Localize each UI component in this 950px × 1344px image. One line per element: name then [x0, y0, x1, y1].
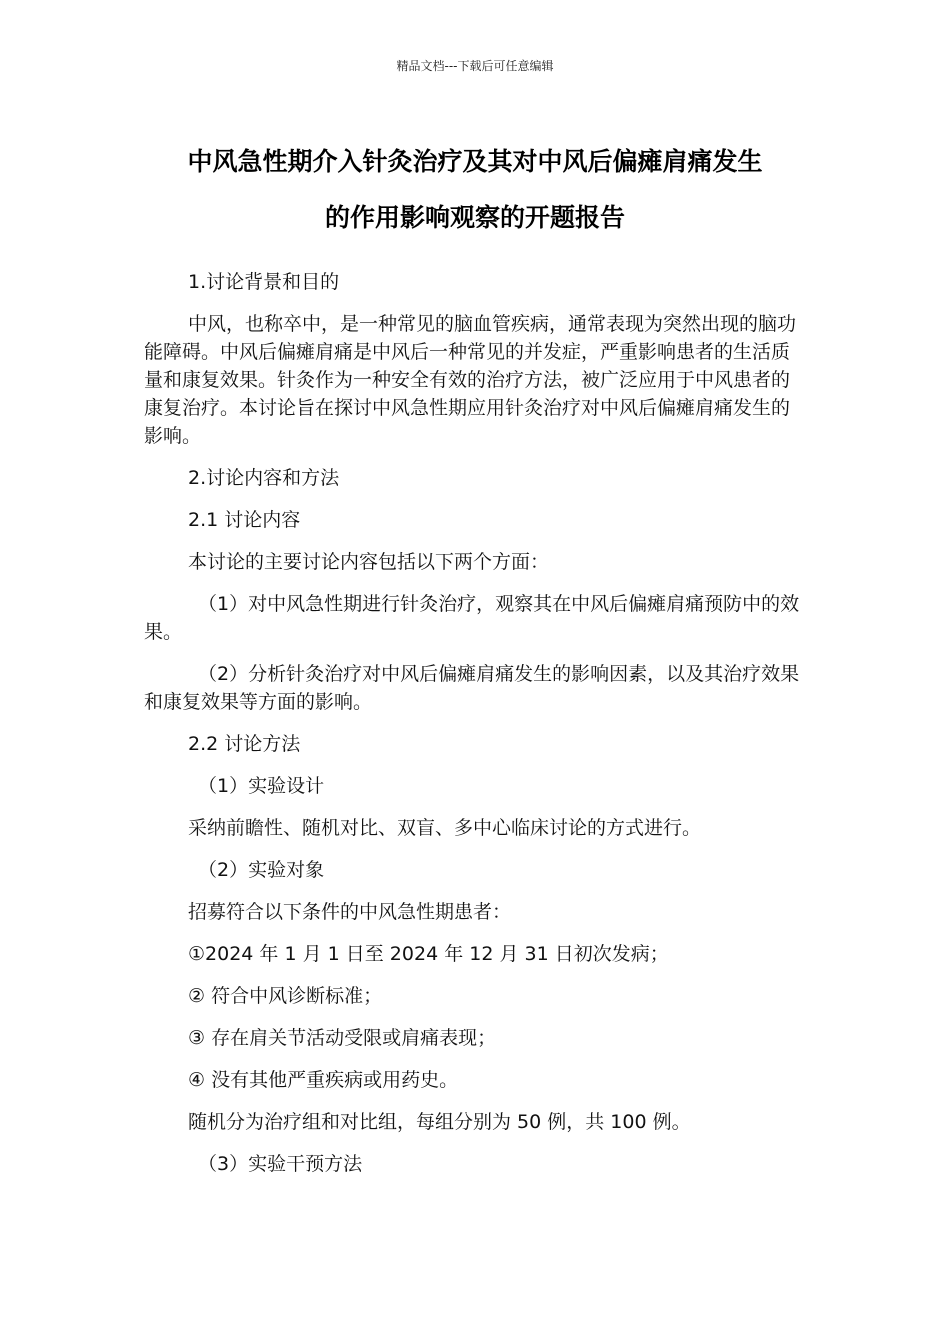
- criteria-3: ③ 存在肩关节活动受限或肩痛表现；: [188, 1027, 497, 1049]
- section-2-2-item-1: （1）实验设计: [198, 775, 325, 797]
- title-line-1: 中风急性期介入针灸治疗及其对中风后偏瘫肩痛发生: [187, 147, 763, 176]
- section-2-2-item-2-text: 招募符合以下条件的中风急性期患者：: [188, 901, 512, 923]
- header-note: 精品文档---下载后可任意编辑: [396, 59, 554, 73]
- document-body: [144, 268, 808, 1192]
- section-1-heading: 1.讨论背景和目的: [188, 271, 340, 293]
- section-2-1-heading: 2.1 讨论内容: [188, 509, 301, 531]
- section-2-1-item-1: （1）对中风急性期进行针灸治疗，观察其在中风后偏瘫肩痛预防中的效果。: [144, 593, 800, 643]
- section-1-paragraph: 中风，也称卒中，是一种常见的脑血管疾病，通常表现为突然出现的脑功能障碍。中风后偏瘫肩痛是中风后一种常见的并发症，严重影响患者的生活质量和康复效果。针灸作为一种安全有效的治疗方法，被广泛应用于中风患者的康复治疗。本讨论旨在探讨中风急性期应用针灸治疗对中风后偏瘫肩痛发生的影响。: [144, 313, 797, 447]
- criteria-1: ①2024 年 1 月 1 日至 2024 年 12 月 31 日初次发病；: [188, 943, 669, 965]
- criteria-4: ④ 没有其他严重疾病或用药史。: [188, 1069, 459, 1091]
- title-line-2: 的作用影响观察的开题报告: [324, 203, 625, 232]
- section-2-2-heading: 2.2 讨论方法: [188, 733, 301, 755]
- section-2-2-item-1-text: 采纳前瞻性、随机对比、双盲、多中心临床讨论的方式进行。: [188, 817, 702, 839]
- section-2-1-item-2: （2）分析针灸治疗对中风后偏瘫肩痛发生的影响因素，以及其治疗效果和康复效果等方面的影响。: [144, 663, 800, 713]
- document-title: [120, 134, 830, 246]
- section-2-1-intro: 本讨论的主要讨论内容包括以下两个方面：: [188, 551, 550, 573]
- criteria-2: ② 符合中风诊断标准；: [188, 985, 383, 1007]
- section-2-2-item-3: （3）实验干预方法: [198, 1153, 363, 1175]
- section-2-2-item-2: （2）实验对象: [198, 859, 325, 881]
- grouping-text: 随机分为治疗组和对比组，每组分别为 50 例，共 100 例。: [188, 1111, 691, 1133]
- section-2-heading: 2.讨论内容和方法: [188, 467, 340, 489]
